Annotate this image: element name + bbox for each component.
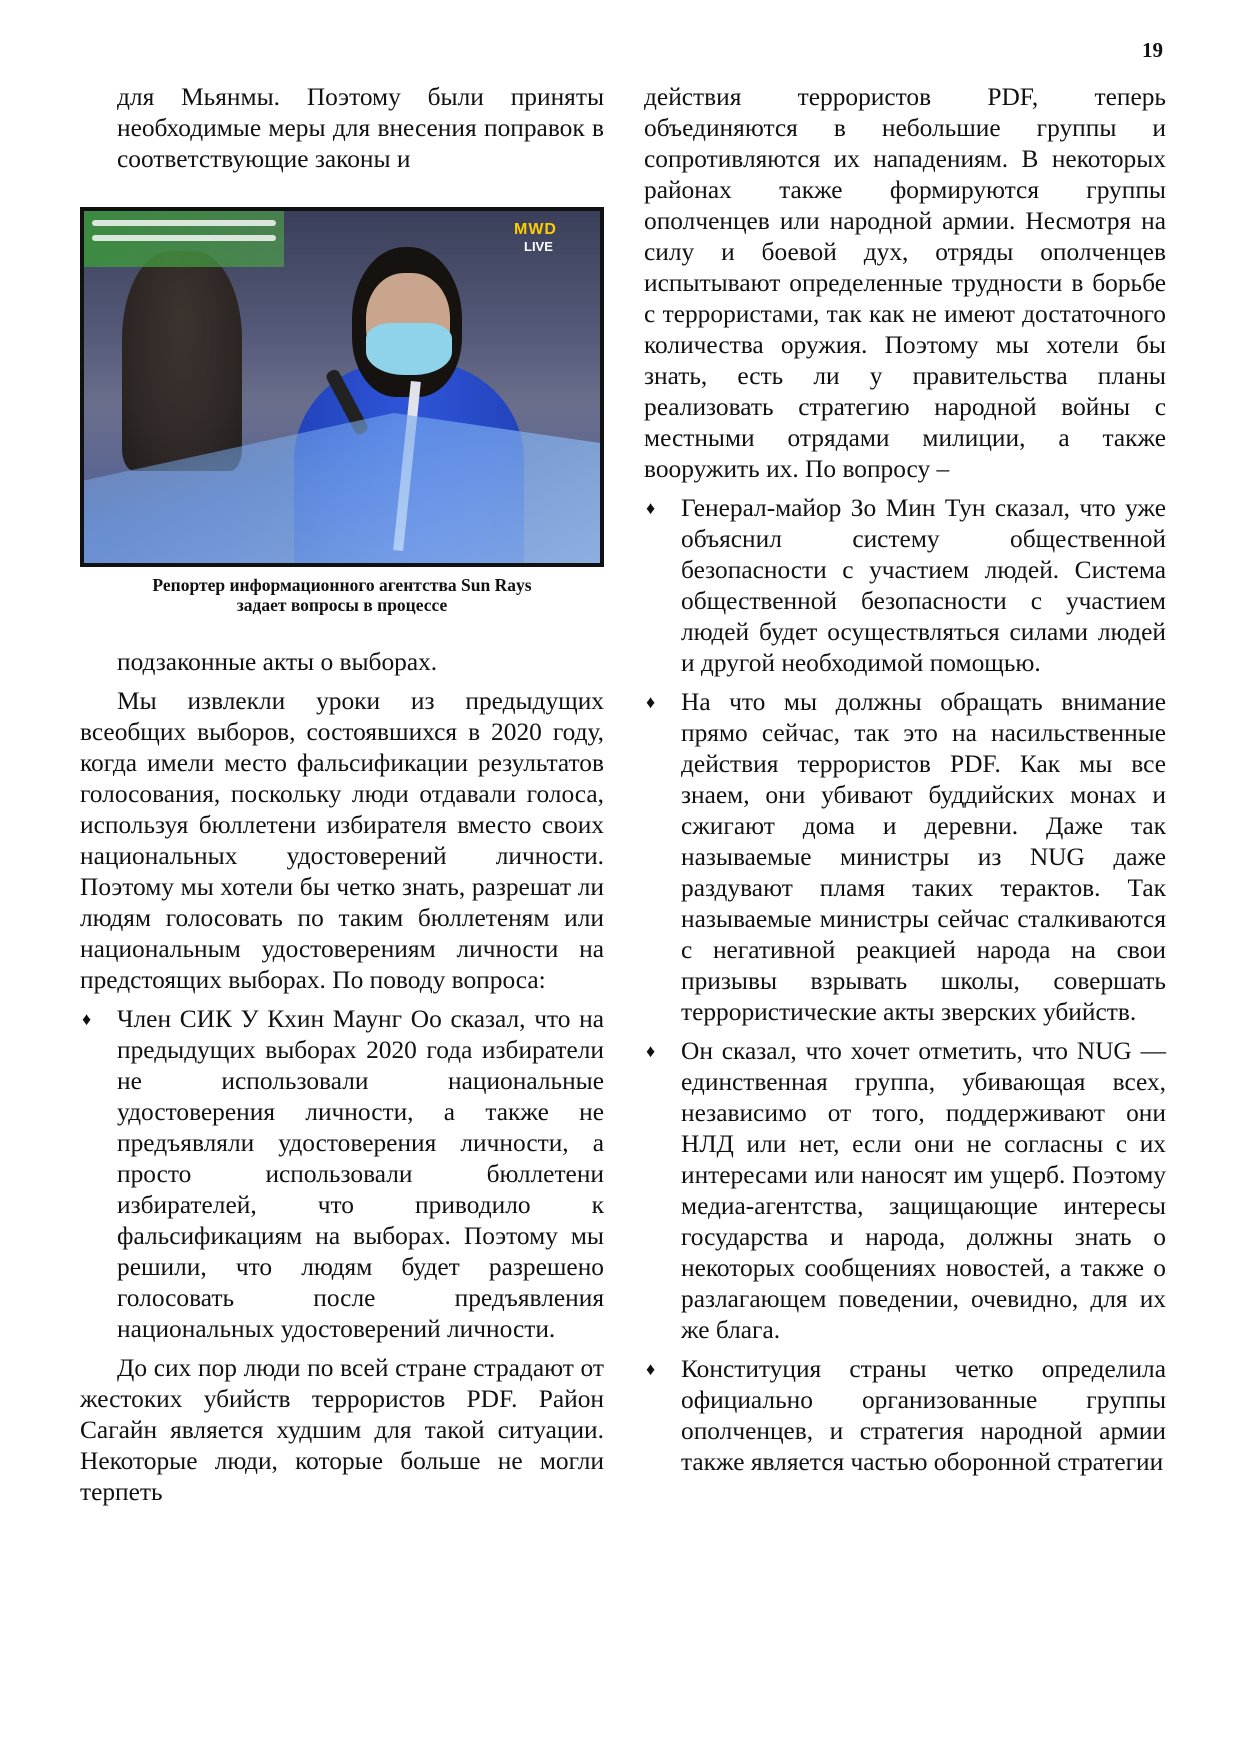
diamond-bullet-icon: ♦ [646, 498, 656, 518]
paragraph-continuation: для Мьянмы. Поэтому были приняты необходимые меры для внесения поправок в соответствующие законы и [117, 83, 604, 173]
bullet-text: Генерал-майор Зо Мин Тун сказал, что уже объяснил систему общественной безопасности с участием людей. Система общественной безопасности с участием людей будет осуществляться силами людей и другой необходимой помощью. [681, 494, 1166, 677]
bullet-text: На что мы должны обращать внимание прямо сейчас, так это на насильственные действия террористов PDF. Как мы все знаем, они убивают буддийских монах и сжигают дома и деревни. Даже так называемые министры из NUG даже раздувают пламя таких терактов. Так называемые министры сейчас сталкиваются с негативной реакцией народа на свои призывы взрывать школы, совершать террористические акты зверских убийств. [681, 688, 1166, 1026]
logo-live: LIVE [524, 239, 553, 254]
face-mask [366, 323, 452, 375]
bullet-list [80, 1004, 604, 1345]
paragraph: До сих пор люди по всей стране страдают от жестоких убийств террористов PDF. Район Сагайн является худшим для такой ситуации. Некоторые люди, которые больше не могли терпеть [80, 1354, 604, 1506]
bullet-list [644, 493, 1166, 1478]
background-person [122, 251, 242, 471]
figure [80, 207, 604, 615]
diamond-bullet-icon: ♦ [82, 1009, 92, 1029]
caption-line-2: задает вопросы в процессе [236, 595, 448, 615]
reporter-photo [80, 207, 604, 567]
right-column [644, 82, 1166, 1478]
bullet-text: Он сказал, что хочет отметить, что NUG — единственная группа, убивающая всех, независимо от того, поддерживают они НЛД или нет, если они не согласны с их интересами или наносят им ущерб. Поэтому медиа-агентства, защищающие интересы государства и народа, должны знать о некоторых сообщениях новостей, а также о разлагающем поведении, очевидно, для их же блага. [681, 1037, 1166, 1344]
bullet-item [644, 1036, 1166, 1346]
diamond-bullet-icon: ♦ [646, 1359, 656, 1379]
bullet-item [644, 1354, 1166, 1478]
paragraph: Мы извлекли уроки из предыдущих всеобщих выборов, состоявшихся в 2020 году, когда имели место фальсификации результатов голосования, поскольку люди отдавали голоса, используя бюллетени избирателя вместо своих национальных удостоверений личности. Поэтому мы хотели бы четко знать, разрешат ли людям голосовать по таким бюллетеням или национальным удостоверениям личности на предстоящих выборах. По поводу вопроса: [80, 687, 604, 994]
diamond-bullet-icon: ♦ [646, 1041, 656, 1061]
paragraph-continuation: действия террористов PDF, теперь объединяются в небольшие группы и сопротивляются их нападениям. В некоторых районах также формируются группы ополченцев или народной армии. Несмотря на силу и боевой дух, отряды ополченцев испытывают определенные трудности в борьбе с террористами, так как не имеют достаточного количества оружия. Поэтому мы хотели бы знать, есть ли у правительства планы реализовать стратегию народной войны с местными отрядами милиции, а также вооружить их. По вопросу – [644, 83, 1166, 483]
bullet-text: Конституция страны четко определила официально организованные группы ополченцев, и стратегия народной армии также является частью оборонной стратегии [681, 1355, 1166, 1476]
caption-line-1: Репортер информационного агентства Sun Rays [152, 575, 532, 595]
broadcast-banner [84, 211, 284, 267]
bullet-item [644, 687, 1166, 1028]
left-column [80, 82, 604, 1508]
logo-mwd: MWD [514, 221, 557, 238]
photo-caption [80, 575, 604, 615]
bullet-item [80, 1004, 604, 1345]
bullet-text: Член СИК У Кхин Маунг Оо сказал, что на предыдущих выборах 2020 года избиратели не использовали национальные удостоверения личности, а также не предъявляли удостоверения личности, а просто использовали бюллетени избирателей, что приводило к фальсификациям на выборах. Поэтому мы решили, что людям будет разрешено голосовать после предъявления национальных удостоверений личности. [117, 1005, 604, 1343]
diamond-bullet-icon: ♦ [646, 692, 656, 712]
broadcast-logo [514, 221, 586, 261]
paragraph-after-photo: подзаконные акты о выборах. [117, 648, 438, 676]
page-number: 19 [1142, 38, 1163, 62]
bullet-item [644, 493, 1166, 679]
